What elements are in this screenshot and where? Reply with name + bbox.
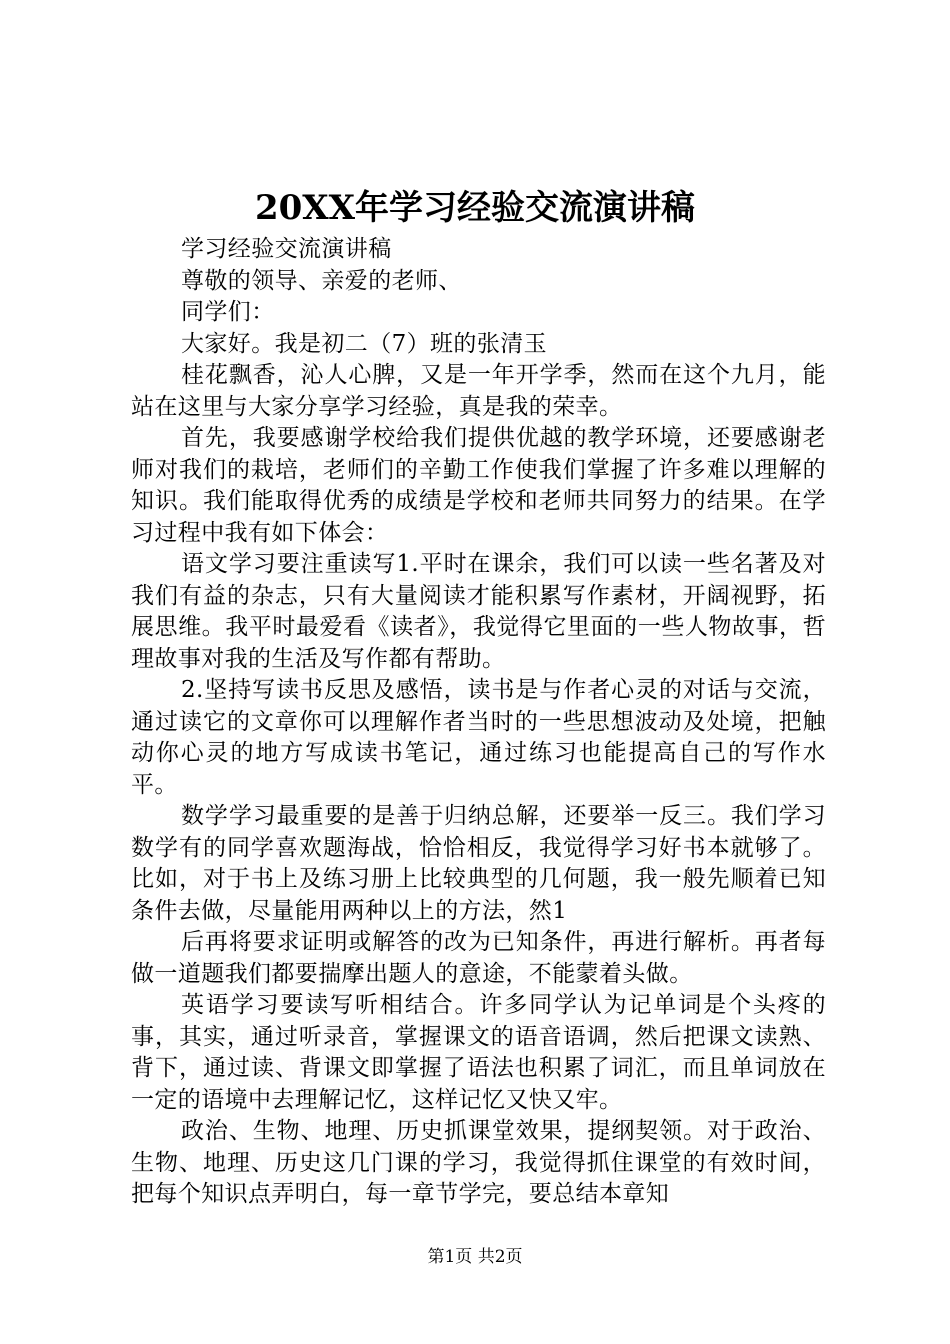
document-body [131, 234, 826, 1211]
page-footer: 第1页 共2页 [427, 1247, 523, 1267]
paragraph: 大家好。我是初二（7）班的张清玉 [181, 330, 548, 357]
paragraph: 首先，我要感谢学校给我们提供优越的教学环境，还要感谢老师对我们的栽培，老师们的辛勤工作使我们掌握了许多难以理解的知识。我们能取得优秀的成绩是学校和老师共同努力的结果。在学习过程中我有如下体会： [131, 425, 826, 546]
paragraph: 桂花飘香，沁人心脾，又是一年开学季，然而在这个九月，能站在这里与大家分享学习经验，真是我的荣幸。 [131, 362, 826, 420]
paragraph: 政治、生物、地理、历史抓课堂效果，提纲契领。对于政治、生物、地理、历史这几门课的学习，我觉得抓住课堂的有效时间，把每个知识点弄明白，每一章节学完，要总结本章知 [131, 1118, 826, 1207]
paragraph: 尊敬的领导、亲爱的老师、 [181, 267, 462, 294]
paragraph: 语文学习要注重读写1.平时在课余，我们可以读一些名著及对我们有益的杂志，只有大量阅读才能积累写作素材，开阔视野，拓展思维。我平时最爱看《读者》，我觉得它里面的一些人物故事，哲理故事对我的生活及写作都有帮助。 [131, 551, 826, 672]
paragraph: 后再将要求证明或解答的改为已知条件，再进行解析。再者每做一道题我们都要揣摩出题人的意途，不能蒙着头做。 [131, 929, 826, 987]
paragraph: 2.坚持写读书反思及感悟，读书是与作者心灵的对话与交流，通过读它的文章你可以理解作者当时的一些思想波动及处境，把触动你心灵的地方写成读书笔记，通过练习也能提高自己的写作水平。 [131, 677, 826, 798]
document-title: 20XX年学习经验交流演讲稿 [254, 188, 696, 228]
paragraph: 同学们： [181, 299, 275, 325]
paragraph: 英语学习要读写听相结合。许多同学认为记单词是个头疼的事，其实，通过听录音，掌握课文的语音语调，然后把课文读熟、背下，通过读、背课文即掌握了语法也积累了词汇，而且单词放在一定的语境中去理解记忆，这样记忆又快又牢。 [131, 992, 826, 1113]
paragraph: 数学学习最重要的是善于归纳总解，还要举一反三。我们学习数学有的同学喜欢题海战，恰恰相反，我觉得学习好书本就够了。比如，对于书上及练习册上比较典型的几何题，我一般先顺着已知条件去做，尽量能用两种以上的方法，然1 [131, 803, 826, 924]
paragraph: 学习经验交流演讲稿 [181, 236, 392, 262]
